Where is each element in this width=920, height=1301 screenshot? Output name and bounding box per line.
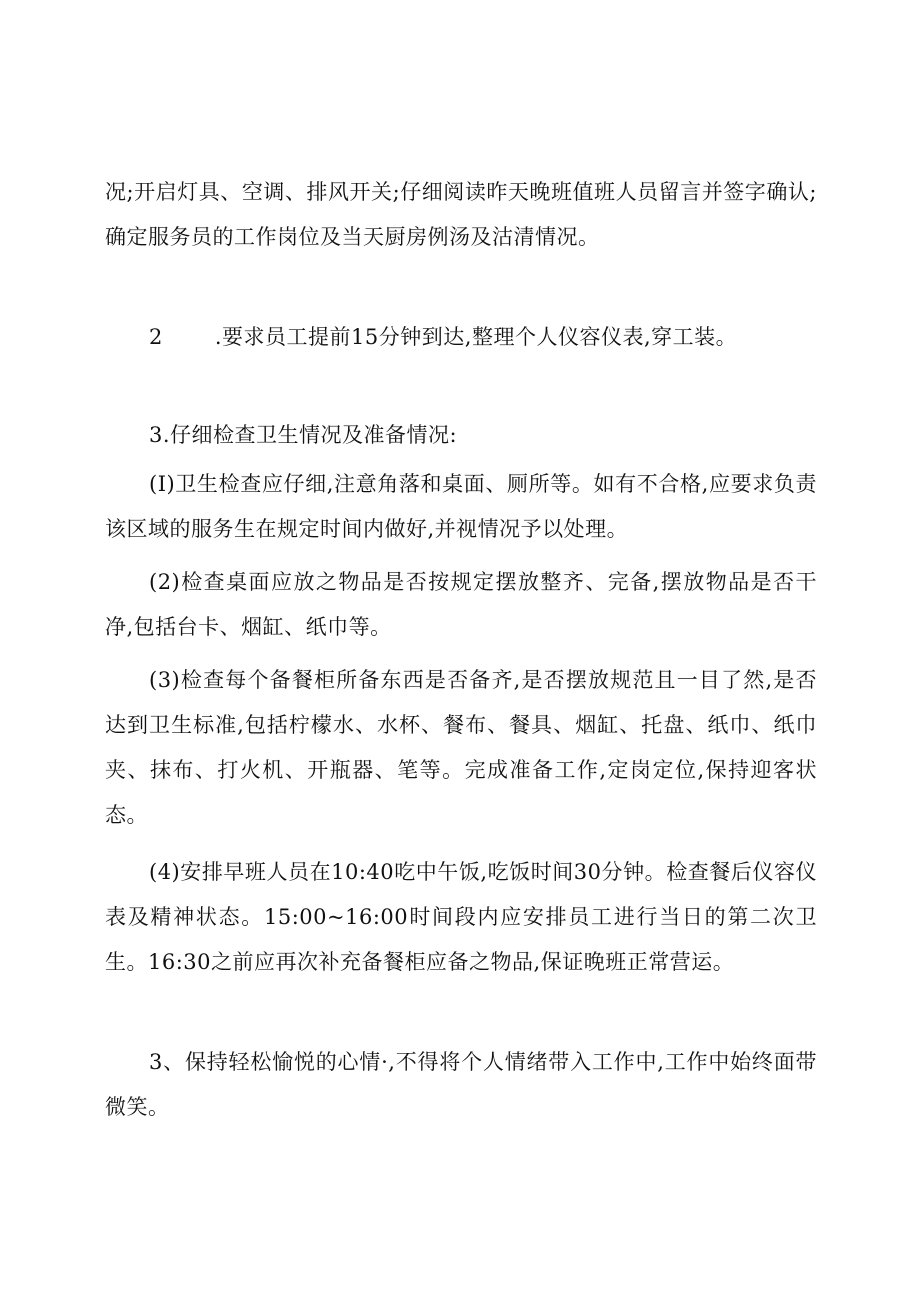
paragraph-item-2: [105, 315, 817, 360]
paragraph-item-3-attitude: 3、保持轻松愉悦的心情·,不得将个人情绪带入工作中,工作中始终面带微笑。: [105, 1050, 817, 1119]
paragraph-subitem-1: (I)卫生检查应仔细,注意角落和桌面、厕所等。如有不合格,应要求负责该区域的服务生在规定时间内做好,并视情况予以处理。: [105, 472, 817, 541]
paragraph-item-3-heading: 3.仔细检查卫生情况及准备情况:: [149, 423, 458, 447]
item-2-number: 2: [149, 325, 163, 349]
paragraph-subitem-4: (4)安排早班人员在10:40吃中午饭,吃饭时间30分钟。检查餐后仪容仪表及精神状态。15:00~16:00时间段内应安排员工进行当日的第二次卫生。16:30之前应再次补充备餐柜应备之物品,保证晚班正常营运。: [105, 860, 817, 974]
item-2-text: .要求员工提前15分钟到达,整理个人仪容仪表,穿工装。: [214, 325, 738, 349]
paragraph-subitem-3: (3)检查每个备餐柜所备东西是否备齐,是否摆放规范且一目了然,是否达到卫生标准,包括柠檬水、水杯、餐布、餐具、烟缸、托盘、纸巾、纸巾夹、抹布、打火机、开瓶器、笔等。完成准备工作,定岗定位,保持迎客状态。: [105, 668, 817, 827]
paragraph-opening-continuation: 况;开启灯具、空调、排风开关;仔细阅读昨天晚班值班人员留言并签字确认;确定服务员的工作岗位及当天厨房例汤及沽清情况。: [105, 180, 817, 249]
paragraph-subitem-2: (2)检查桌面应放之物品是否按规定摆放整齐、完备,摆放物品是否干净,包括台卡、烟缸、纸巾等。: [105, 570, 817, 639]
